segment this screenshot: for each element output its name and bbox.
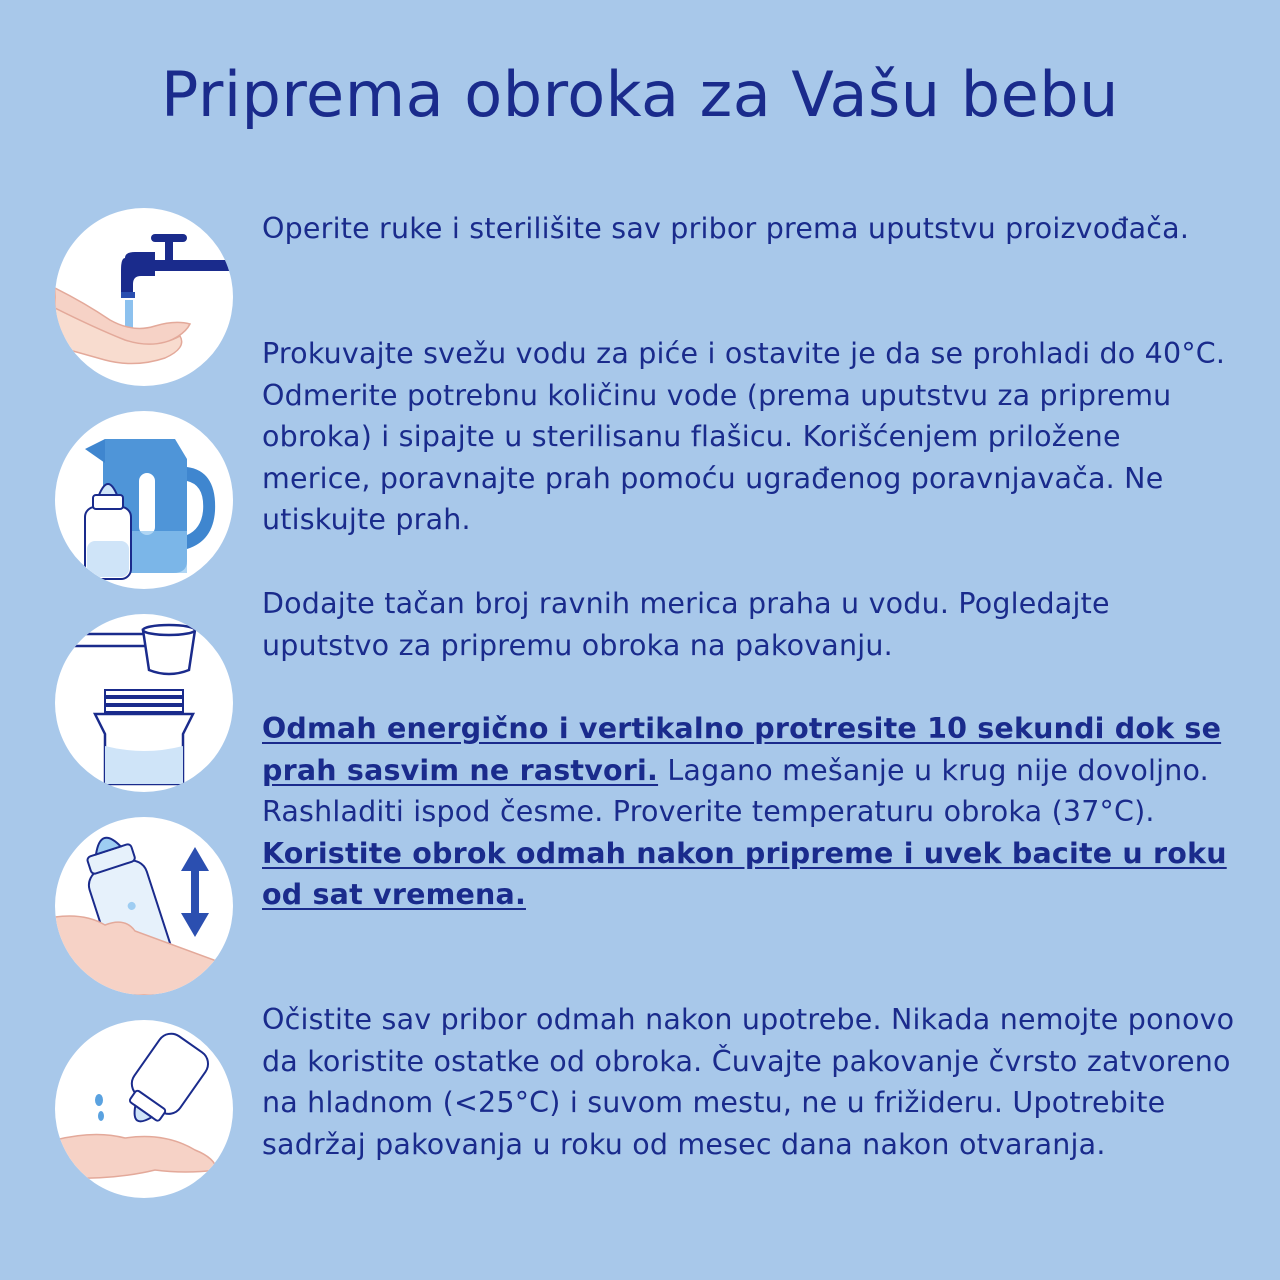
step-4-text (262, 708, 1237, 916)
step-4-paragraph-1 (262, 708, 1237, 791)
scoop-bottle-icon (55, 614, 233, 792)
step-3-paragraph: Dodajte tačan broj ravnih merica praha u vodu. Pogledajte uputstvo za pripremu obroka na pakovanju. (262, 587, 1110, 662)
step-3-text (262, 583, 1237, 666)
step-5-text (262, 999, 1237, 1165)
step-2-text (262, 333, 1237, 541)
page-title: Priprema obroka za Vašu bebu (161, 58, 1119, 131)
cooling-instruction: Rashladiti ispod česme. Proverite temperaturu obroka (37°C). (262, 795, 1155, 828)
shake-instruction-emphasis: Odmah energično i vertikalno protresite 10 sekundi dok se prah sasvim ne rastvori. (262, 712, 1222, 787)
wrist-test-icon (55, 1020, 233, 1198)
shake-instruction-note: Lagano mešanje u krug nije dovoljno. (658, 753, 1209, 787)
step-2-paragraph: Prokuvajte svežu vodu za piće i ostavite je da se prohladi do 40°C. Odmerite potrebnu količinu vode (prema uputstvu za pripremu obroka) i sipajte u sterilisanu flašicu. Korišćenjem priložene merice, poravnajte prah pomoću ugrađenog poravnjavača. Ne utiskujte prah. (262, 337, 1226, 536)
use-immediately-emphasis: Koristite obrok odmah nakon pripreme i uvek bacite u roku od sat vremena. (262, 836, 1227, 911)
step-1-paragraph: Operite ruke i sterilišite sav pribor prema uputstvu proizvođača. (262, 212, 1190, 245)
step-1-text (262, 208, 1237, 250)
kettle-bottle-icon (55, 411, 233, 589)
step-4-paragraph-2 (262, 791, 1237, 916)
shake-bottle-icon (55, 817, 233, 995)
washing-hands-icon (55, 208, 233, 386)
step-5-paragraph: Očistite sav pribor odmah nakon upotrebe. Nikada nemojte ponovo da koristite ostatke od obroka. Čuvajte pakovanje čvrsto zatvoreno na hladnom (<25°C) i suvom mestu, ne u frižideru. Upotrebite sadržaj pakovanja u roku od mesec dana nakon otvaranja. (262, 1003, 1235, 1161)
